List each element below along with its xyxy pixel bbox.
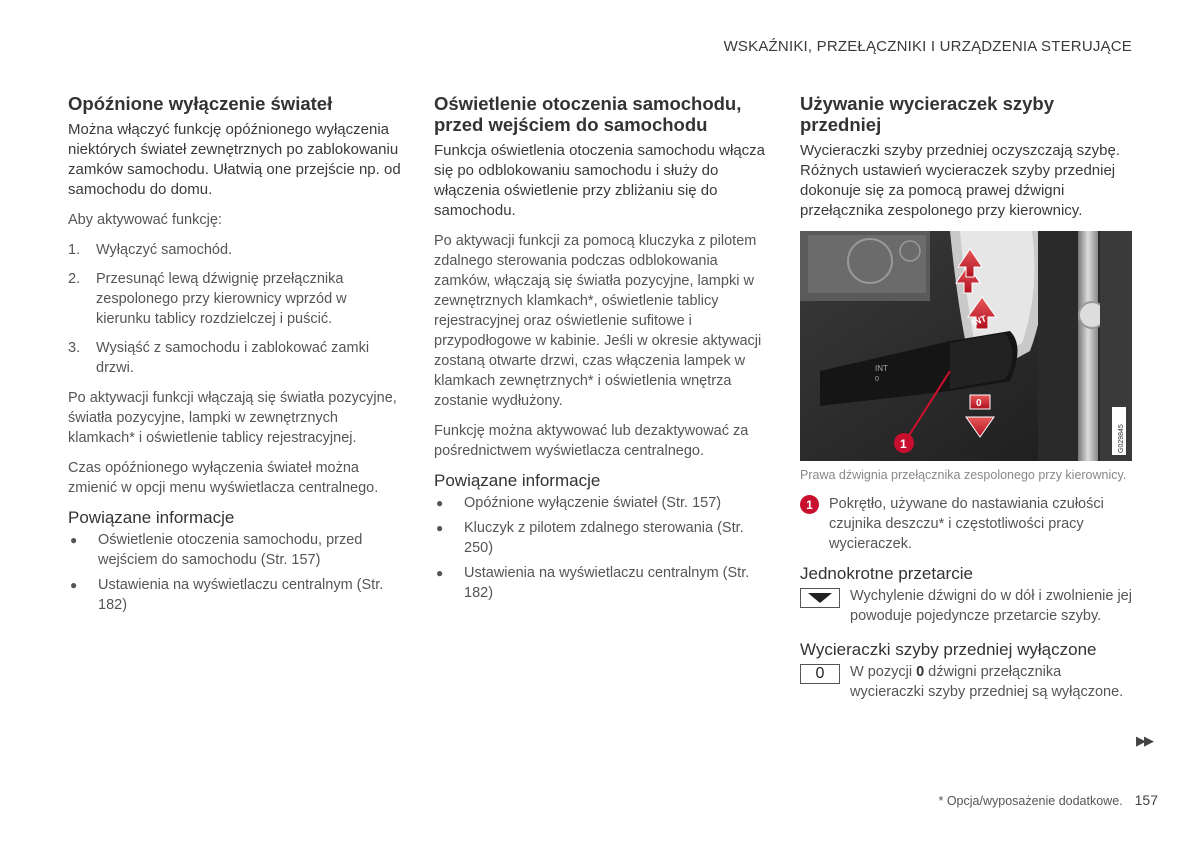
lead-paragraph: Funkcja oświetlenia otoczenia samochodu włącza się po odblokowaniu samochodu i służy do włączenia oświetlenie przy zbliżaniu się do samochodu. (434, 142, 766, 219)
svg-text:INT: INT (875, 364, 888, 373)
wipers-off-text: W pozycji 0 dźwigni przełącznika wycieraczki szyby przedniej są wyłączone. (850, 664, 1124, 700)
body-paragraph: Po aktywacji funkcji włączają się światła pozycyjne, światła pozycyjne, lampki w zewnętrznych klamkach* i oświetlenie tablicy rejestracyjnej. (68, 390, 397, 446)
section-heading: Oświetlenie otoczenia samochodu, przed wejściem do samochodu (434, 93, 742, 135)
bullet-icon: ● (70, 533, 78, 547)
bullet-icon: ● (436, 521, 444, 535)
callout-badge-number: 1 (900, 437, 907, 451)
page-footer (939, 792, 1159, 808)
single-wipe-heading: Jednokrotne przetarcie (800, 564, 973, 583)
list-item: 3. Wysiąść z samochodu i zablokować zamki drzwi. (68, 340, 370, 376)
lead-paragraph: Można włączyć funkcję opóźnionego wyłączenia niektórych świateł zewnętrznych po zablokowaniu zamków samochodu. Ułatwią one przejście np. od samochodu do domu. (68, 121, 401, 198)
related-heading: Powiązane informacje (434, 471, 601, 490)
callout-item (800, 494, 1135, 554)
intro-paragraph: Aby aktywować funkcję: (68, 212, 222, 228)
related-link[interactable]: ● Oświetlenie otoczenia samochodu, przed wejściem do samochodu (Str. 157) (70, 532, 363, 568)
section-wipers (800, 93, 1135, 702)
lead-paragraph: Wycieraczki szyby przedniej oczyszczają szybę. Różnych ustawień wycieraczek szyby przedniej dokonuje się za pomocą prawej dźwigni przełącznika zespolonego przy kierownicy. (800, 142, 1120, 219)
continue-arrows-icon: ▶▶ (1136, 733, 1152, 748)
image-ref-code: G029845 (1118, 424, 1125, 453)
list-item: 1. Wyłączyć samochód. (68, 242, 233, 258)
related-link[interactable]: ● Ustawienia na wyświetlaczu centralnym (Str. 182) (70, 577, 384, 613)
body-paragraph: Funkcję można aktywować lub dezaktywować za pośrednictwem wyświetlacza centralnego. (434, 423, 749, 459)
image-caption: Prawa dźwignia przełącznika zespolonego przy kierownicy. (800, 468, 1127, 482)
footnote: * Opcja/wyposażenie dodatkowe. (938, 794, 1123, 808)
zero-symbol: 0 (800, 664, 840, 684)
vent-trim (1078, 231, 1098, 461)
list-item: 2. Przesunąć lewą dźwignię przełącznika zespolonego przy kierownicy wprzód w kierunku tablicy rozdzielczej i puścić. (68, 271, 347, 327)
section-heading: Używanie wycieraczek szyby przedniej (800, 93, 1055, 135)
section-heading: Opóźnione wyłączenie świateł (68, 93, 333, 114)
related-link[interactable]: ● Kluczyk z pilotem zdalnego sterowania (Str. 250) (436, 520, 744, 556)
wiper-lever-illustration (800, 231, 1132, 461)
down-triangle-icon (800, 588, 840, 608)
bullet-icon: ● (436, 566, 444, 580)
steps-list (68, 240, 403, 378)
related-link[interactable]: ● Ustawienia na wyświetlaczu centralnym (Str. 182) (436, 565, 750, 601)
zero-label: 0 (976, 398, 982, 409)
running-header: WSKAŹNIKI, PRZEŁĄCZNIKI I URZĄDZENIA STERUJĄCE (723, 38, 1132, 55)
callout-badge: 1 (800, 495, 819, 514)
related-heading: Powiązane informacje (68, 508, 235, 527)
bullet-icon: ● (436, 496, 444, 510)
page-number: 157 (1134, 792, 1158, 808)
body-paragraph: Po aktywacji funkcji za pomocą kluczyka z pilotem zdalnego sterowania podczas odblokowania zamków, włączają się światła pozycyjne, lampki w zewnętrznych klamkach*, oświetlenie tablicy rejestracyjnej oraz oświetlenie sufitowe i przypodłogowe w kabinie. Jeśli w okresie aktywacji zostaną otwarte drzwi, czas włączenia lampek w klamkach zewnętrznych* i oświetlenia wnętrza zostanie wydłużony. (434, 233, 762, 409)
wipers-off-row (800, 662, 1135, 702)
related-list (434, 493, 769, 603)
wipers-off-heading: Wycieraczki szyby przedniej wyłączone (800, 640, 1097, 659)
related-link[interactable]: ● Opóźnione wyłączenie świateł (Str. 157) (436, 495, 722, 511)
section-delayed-lights (68, 93, 403, 620)
svg-text:0: 0 (875, 376, 879, 383)
int-label: INT (970, 313, 988, 328)
single-wipe-text: Wychylenie dźwigni do w dół i zwolnienie jej powoduje pojedyncze przetarcie szyby. (850, 588, 1132, 624)
single-wipe-row (800, 586, 1135, 626)
callout-text: Pokrętło, używane do nastawiania czułości czujnika deszczu* i częstotliwości pracy wycieraczek. (829, 496, 1104, 552)
bullet-icon: ● (70, 578, 78, 592)
related-list (68, 530, 403, 615)
wiper-lever-photo (800, 231, 1132, 461)
body-paragraph: Czas opóźnionego wyłączenia świateł można zmienić w opcji menu wyświetlacza centralnego. (68, 460, 379, 496)
section-approach-lighting (434, 93, 769, 608)
